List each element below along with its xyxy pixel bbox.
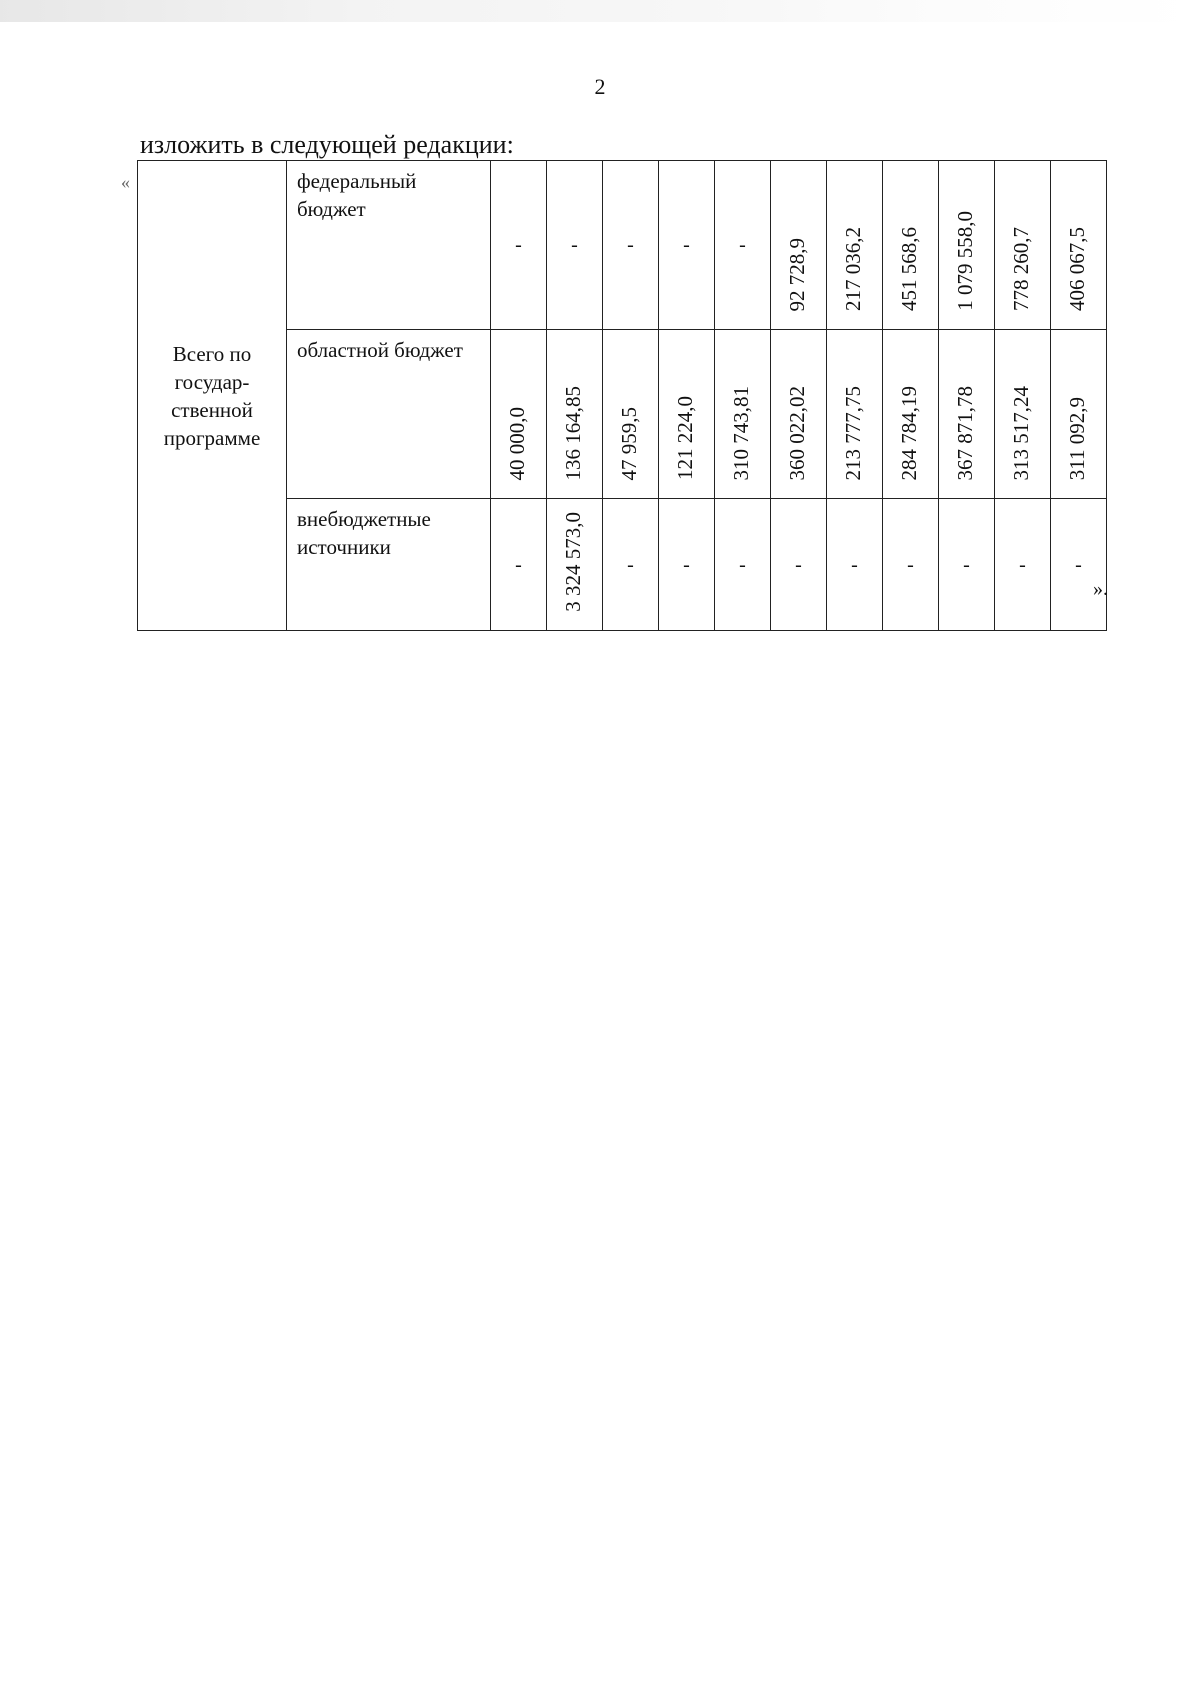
value-text: 3 324 573,0 — [560, 512, 585, 612]
empty-dash: - — [683, 234, 690, 256]
empty-dash: - — [795, 553, 802, 576]
value-cell — [1051, 499, 1107, 631]
value-text: 136 164,85 — [560, 385, 585, 480]
value-cell — [659, 330, 715, 499]
value-cell — [715, 161, 771, 330]
value-cell — [491, 330, 547, 499]
row-label-line: программе — [163, 425, 261, 450]
value-text: 284 784,19 — [896, 385, 921, 480]
value-cell — [659, 499, 715, 631]
value-cell — [827, 499, 883, 631]
value-text: 1 079 558,0 — [952, 211, 977, 311]
value-cell — [547, 161, 603, 330]
value-text: 367 871,78 — [952, 385, 977, 480]
value-cell — [603, 330, 659, 499]
value-cell — [939, 499, 995, 631]
value-cell — [1051, 330, 1107, 499]
value-text: 121 224,0 — [672, 396, 697, 480]
value-cell — [883, 161, 939, 330]
empty-dash: - — [739, 553, 746, 576]
value-text: 217 036,2 — [840, 227, 865, 311]
value-cell — [995, 161, 1051, 330]
row-label-line: ственной — [171, 397, 253, 422]
closing-quote: ». — [1093, 578, 1108, 600]
opening-quote: « — [121, 172, 130, 192]
value-text: 40 000,0 — [504, 406, 529, 480]
value-cell — [995, 499, 1051, 631]
funding-source-cell: областной бюджет — [287, 330, 491, 499]
value-cell — [939, 330, 995, 499]
empty-dash: - — [683, 553, 690, 576]
scan-artifact-strip — [0, 0, 1200, 22]
value-cell — [771, 161, 827, 330]
empty-dash: - — [515, 553, 522, 576]
value-cell — [547, 330, 603, 499]
value-text: 310 743,81 — [728, 385, 753, 480]
empty-dash: - — [627, 234, 634, 256]
value-text: 213 777,75 — [840, 385, 865, 480]
value-text: 406 067,5 — [1064, 227, 1089, 311]
empty-dash: - — [739, 234, 746, 256]
value-cell — [715, 499, 771, 631]
value-cell — [1051, 161, 1107, 330]
value-text: 313 517,24 — [1008, 385, 1033, 480]
budget-table — [137, 160, 1107, 631]
value-cell — [827, 161, 883, 330]
empty-dash: - — [1075, 553, 1082, 576]
funding-source-cell: внебюджетные источники — [287, 499, 491, 631]
value-cell — [771, 330, 827, 499]
empty-dash: - — [963, 553, 970, 576]
value-text: 47 959,5 — [616, 406, 641, 480]
intro-text: изложить в следующей редакции: — [140, 130, 514, 159]
empty-dash: - — [571, 234, 578, 256]
value-cell — [939, 161, 995, 330]
value-cell — [883, 499, 939, 631]
value-cell — [491, 161, 547, 330]
value-text: 778 260,7 — [1008, 227, 1033, 311]
empty-dash: - — [907, 553, 914, 576]
row-label-total — [138, 161, 287, 631]
value-text: 360 022,02 — [784, 385, 809, 480]
funding-source-cell: федеральный бюджет — [287, 161, 491, 330]
table-row — [138, 161, 1107, 330]
page-number: 2 — [594, 74, 606, 99]
value-cell — [771, 499, 827, 631]
value-text: 451 568,6 — [896, 227, 921, 311]
empty-dash: - — [515, 234, 522, 256]
value-cell — [883, 330, 939, 499]
empty-dash: - — [851, 553, 858, 576]
value-cell — [603, 499, 659, 631]
value-cell — [827, 330, 883, 499]
value-text: 311 092,9 — [1064, 396, 1089, 480]
empty-dash: - — [1019, 553, 1026, 576]
value-cell — [547, 499, 603, 631]
value-cell — [603, 161, 659, 330]
value-cell — [659, 161, 715, 330]
value-cell — [715, 330, 771, 499]
empty-dash: - — [627, 553, 634, 576]
value-cell — [491, 499, 547, 631]
value-cell — [995, 330, 1051, 499]
value-text: 92 728,9 — [784, 237, 809, 311]
row-label-line: Всего по — [172, 341, 252, 366]
row-label-line: государ- — [174, 369, 250, 394]
